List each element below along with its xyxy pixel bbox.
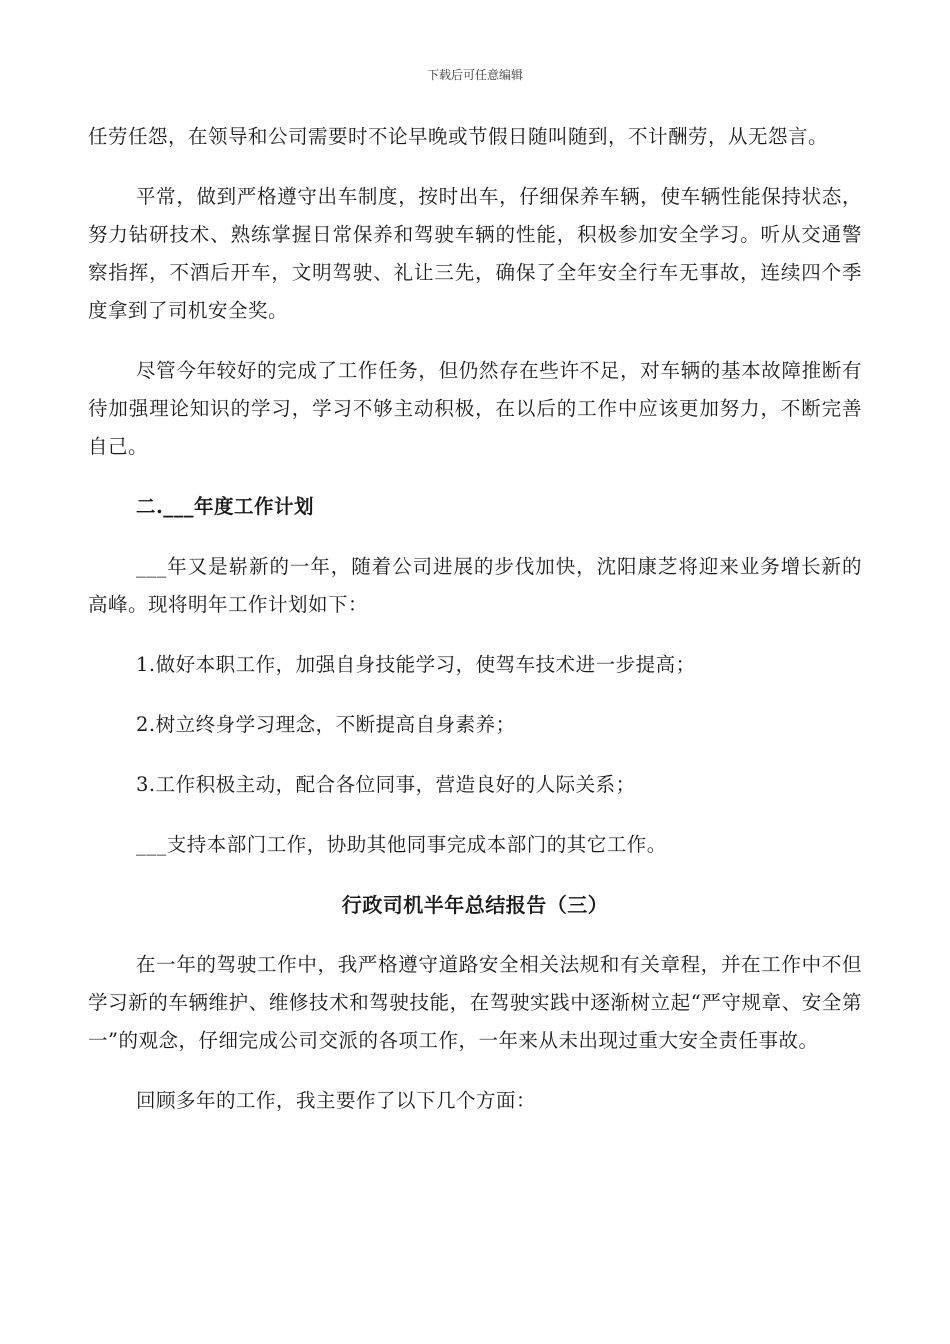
document-body [88, 118, 862, 1142]
paragraph-continuation: 任劳任怨，在领导和公司需要时不论早晚或节假日随叫随到，不计酬劳，从无怨言。 [88, 125, 829, 148]
section-heading-annual-plan: 二.___年度工作计划 [136, 495, 315, 518]
page-header: 下载后可任意编辑 [426, 68, 523, 82]
plan-item-3: 3.工作积极主动，配合各位同事，营造良好的人际关系； [136, 773, 636, 796]
paragraph-daily-work: 平常，做到严格遵守出车制度，按时出车，仔细保养车辆，使车辆性能保持状态，努力钻研技术、熟练掌握日常保养和驾驶车辆的性能，积极参加安全学习。听从交通警察指挥，不酒后开车，文明驾驶、礼让三先，确保了全年安全行车无事故，连续四个季度拿到了司机安全奖。 [88, 185, 862, 322]
paragraph-shortcomings: 尽管今年较好的完成了工作任务，但仍然存在些许不足，对车辆的基本故障推断有待加强理论知识的学习，学习不够主动积极，在以后的工作中应该更加努力，不断完善自己。 [88, 359, 862, 458]
plan-item-2: 2.树立终身学习理念，不断提高自身素养； [136, 713, 516, 736]
report-title: 行政司机半年总结报告（三） [341, 893, 609, 917]
paragraph-driving-work: 在一年的驾驶工作中，我严格遵守道路安全相关法规和有关章程，并在工作中不但学习新的车辆维护、维修技术和驾驶技能，在驾驶实践中逐渐树立起“严守规章、安全第一”的观念，仔细完成公司交派的各项工作，一年来从未出现过重大安全责任事故。 [88, 953, 862, 1052]
paragraph-review: 回顾多年的工作，我主要作了以下几个方面： [136, 1089, 537, 1112]
plan-item-1: 1.做好本职工作，加强自身技能学习，使驾车技术进一步提高； [136, 653, 696, 676]
paragraph-plan-intro: ___年又是崭新的一年，随着公司进展的步伐加快，沈阳康芝将迎来业务增长新的高峰。现将明年工作计划如下： [88, 555, 862, 616]
plan-item-4: ___支持本部门工作，协助其他同事完成本部门的其它工作。 [136, 833, 667, 856]
